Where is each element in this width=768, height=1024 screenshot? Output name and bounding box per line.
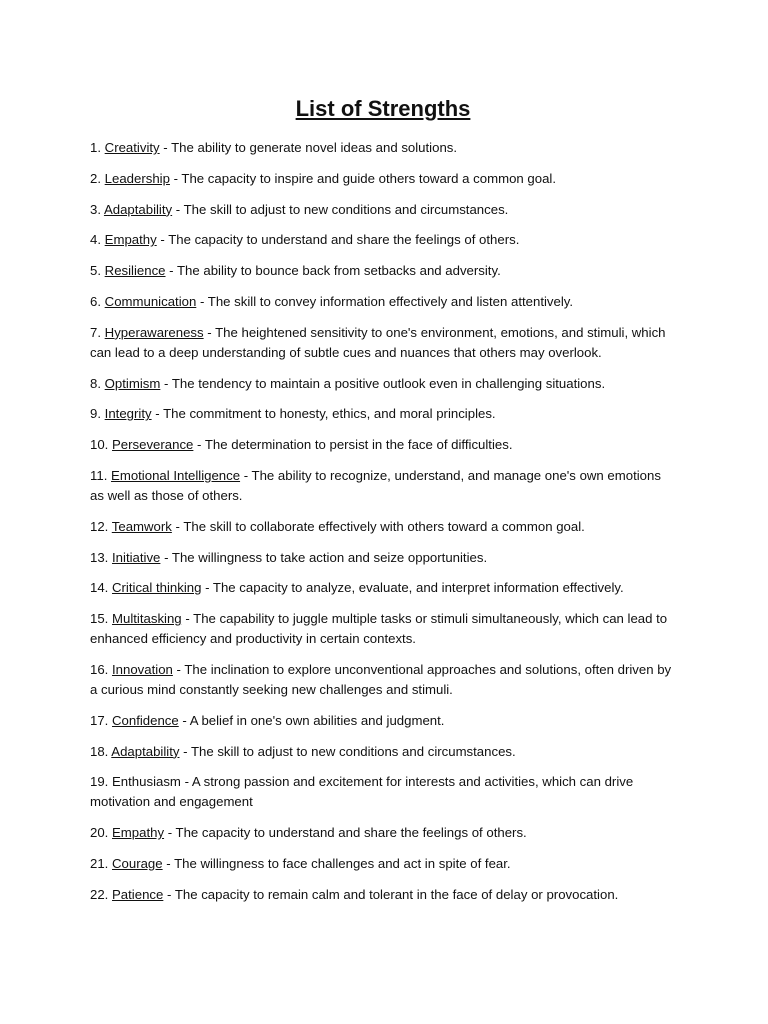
list-item <box>90 261 676 281</box>
list-item <box>90 323 676 363</box>
item-term: Communication <box>104 293 197 309</box>
list-item <box>90 404 676 424</box>
document-page <box>90 94 676 916</box>
list-item <box>90 517 676 537</box>
list-item <box>90 138 676 158</box>
list-item <box>90 711 676 731</box>
item-term: Creativity <box>104 140 160 155</box>
list-item <box>90 660 676 700</box>
item-description: - The ability to bounce back from setbacks and adversity. <box>165 263 501 279</box>
item-number: 17. <box>90 712 109 728</box>
item-number: 22. <box>90 886 109 902</box>
item-description: - The commitment to honesty, ethics, and moral principles. <box>151 406 496 422</box>
page-title: List of Strengths <box>295 96 471 121</box>
item-number: 10. <box>90 437 109 453</box>
list-item <box>90 885 676 905</box>
item-description: - The capacity to understand and share the feelings of others. <box>164 825 527 841</box>
item-number: 12. <box>90 518 109 534</box>
item-term: Empathy <box>112 825 165 841</box>
item-number: 16. <box>90 661 109 677</box>
list-item <box>90 742 676 762</box>
item-number: 18. <box>90 743 109 759</box>
list-item <box>90 200 676 220</box>
list-item <box>90 169 676 189</box>
list-item <box>90 609 676 649</box>
item-number: 5. <box>90 263 101 279</box>
item-number: 4. <box>90 232 101 248</box>
item-description: - The skill to adjust to new conditions and circumstances. <box>172 201 509 217</box>
item-term: Courage <box>112 855 163 871</box>
item-number: 3. <box>90 201 101 217</box>
item-description: - The ability to generate novel ideas and solutions. <box>159 140 458 155</box>
item-term: Hyperawareness <box>104 324 204 340</box>
item-number: 1. <box>90 140 101 155</box>
item-description: - The inclination to explore unconventional approaches and solutions, often driven by a curious mind constantly seeking new challenges and stimuli. <box>90 661 672 697</box>
list-item <box>90 823 676 843</box>
item-description: - A belief in one's own abilities and judgment. <box>178 712 445 728</box>
item-description: - The ability to recognize, understand, and manage one's own emotions as well as those of others. <box>90 467 661 503</box>
item-description: - The capacity to remain calm and tolerant in the face of delay or provocation. <box>163 886 619 902</box>
list-item <box>90 374 676 394</box>
item-term: Perseverance <box>112 437 194 453</box>
item-number: 9. <box>90 406 101 422</box>
item-description: - The willingness to face challenges and act in spite of fear. <box>162 855 511 871</box>
item-description: - A strong passion and excitement for interests and activities, which can drive motivation and engagement <box>90 774 634 810</box>
item-term: Enthusiasm <box>112 774 181 790</box>
list-item <box>90 292 676 312</box>
item-number: 13. <box>90 549 109 565</box>
item-term: Initiative <box>112 549 161 565</box>
item-term: Adaptability <box>103 201 173 217</box>
item-term: Confidence <box>112 712 179 728</box>
item-term: Empathy <box>104 232 157 248</box>
item-description: - The capacity to understand and share the feelings of others. <box>156 232 520 248</box>
item-number: 7. <box>90 324 101 340</box>
item-term: Integrity <box>104 406 152 422</box>
list-item <box>90 854 676 874</box>
item-description: - The capacity to inspire and guide others toward a common goal. <box>169 170 557 186</box>
item-number: 14. <box>90 580 109 596</box>
item-description: - The capability to juggle multiple tasks or stimuli simultaneously, which can lead to enhanced efficiency and productivity in certain contexts. <box>90 611 668 647</box>
list-item <box>90 578 676 598</box>
item-description: - The skill to collaborate effectively with others toward a common goal. <box>171 518 585 534</box>
item-description: - The heightened sensitivity to one's environment, emotions, and stimuli, which can lead to a deep understanding of subtle cues and nuances that others may overlook. <box>90 324 666 360</box>
list-item <box>90 466 676 506</box>
item-number: 11. <box>90 467 108 483</box>
item-term: Emotional Intelligence <box>111 467 241 483</box>
item-number: 20. <box>90 825 109 841</box>
item-term: Resilience <box>104 263 166 279</box>
list-item <box>90 230 676 250</box>
item-term: Optimism <box>104 375 161 391</box>
item-description: - The determination to persist in the face of difficulties. <box>193 437 513 453</box>
item-number: 21. <box>90 855 109 871</box>
item-term: Teamwork <box>111 518 172 534</box>
item-term: Patience <box>112 886 164 902</box>
list-item <box>90 548 676 568</box>
list-item <box>90 435 676 455</box>
item-description: - The capacity to analyze, evaluate, and interpret information effectively. <box>201 580 624 596</box>
item-description: - The tendency to maintain a positive outlook even in challenging situations. <box>160 375 606 391</box>
item-number: 2. <box>90 170 101 186</box>
item-term: Multitasking <box>112 611 182 627</box>
item-number: 8. <box>90 375 101 391</box>
item-number: 19. <box>90 774 109 790</box>
item-number: 6. <box>90 293 101 309</box>
item-description: - The skill to convey information effectively and listen attentively. <box>196 293 574 309</box>
item-number: 15. <box>90 611 109 627</box>
item-term: Leadership <box>104 170 170 186</box>
item-description: - The willingness to take action and seize opportunities. <box>160 549 488 565</box>
item-term: Critical thinking <box>112 580 202 596</box>
item-description: - The skill to adjust to new conditions and circumstances. <box>179 743 516 759</box>
item-term: Adaptability <box>111 743 180 759</box>
strengths-list <box>90 138 676 905</box>
list-item <box>90 772 676 812</box>
item-term: Innovation <box>112 661 173 677</box>
